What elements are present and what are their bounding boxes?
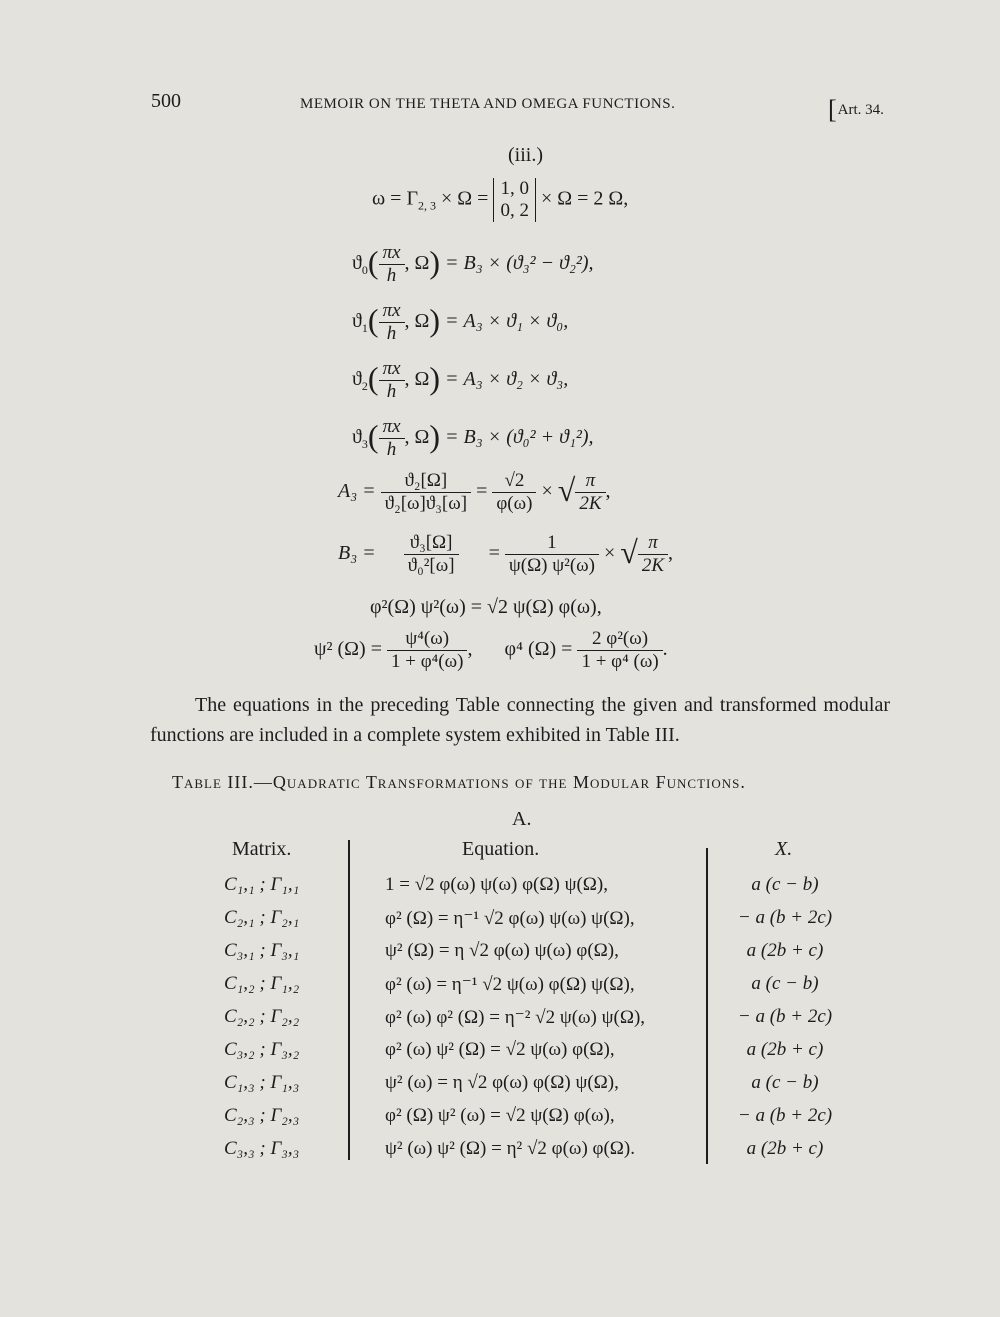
matrix-cell: C₁,₂ ; Γ₁,₂ — [224, 973, 300, 994]
article-label — [828, 95, 884, 125]
header-x: X. — [775, 838, 793, 860]
B3-label: B₃ = — [338, 542, 376, 565]
omega-lhs: ω = Γ — [372, 187, 419, 210]
equation-cell: φ² (Ω) = η⁻¹ √2 φ(ω) ψ(ω) ψ(Ω), — [385, 908, 635, 929]
equation-cell: ψ² (ω) ψ² (Ω) = η² √2 φ(ω) φ(Ω). — [385, 1138, 636, 1159]
table-row — [0, 973, 1000, 1006]
x-cell: − a (b + 2c) — [737, 907, 833, 928]
running-title: MEMOIR ON THE THETA AND OMEGA FUNCTIONS. — [300, 96, 676, 112]
omega-sub: 2, 3 — [418, 198, 437, 213]
matrix-cell: C₃,₂ ; Γ₃,₂ — [224, 1039, 300, 1060]
theta1-rhs: = A₃ × ϑ₁ × ϑ₀, — [445, 310, 569, 333]
matrix-cell: C₃,₃ ; Γ₃,₃ — [224, 1138, 300, 1159]
equation-cell: 1 = √2 φ(ω) ψ(ω) φ(Ω) ψ(Ω), — [385, 874, 608, 895]
x-cell: a (2b + c) — [746, 940, 824, 961]
matrix-cell: C₁,₃ ; Γ₁,₃ — [224, 1072, 300, 1093]
x-cell: a (c − b) — [751, 973, 819, 994]
article-text: Art. 34. — [837, 102, 884, 118]
equation-cell: φ² (Ω) ψ² (ω) = √2 ψ(Ω) φ(ω), — [385, 1105, 615, 1126]
page-number: 500 — [151, 90, 181, 112]
table-row — [0, 907, 1000, 940]
table-row — [0, 1105, 1000, 1138]
table-row — [0, 1006, 1000, 1039]
A3-equation: A₃ = $\frac{\text{ϑ₂[Ω]}}{\text{ϑ₂[ω]ϑ₃[ω]}}$ = $\frac{√2}{\varphi(\omega)}$ × √ $\frac{\pi}{2K}$ , — [338, 470, 611, 514]
theta2-rhs: = A₃ × ϑ₂ × ϑ₃, — [445, 368, 569, 391]
table-subtitle: A. — [512, 808, 532, 830]
matrix-cell: C₂,₂ ; Γ₂,₂ — [224, 1006, 300, 1027]
omega-equation — [372, 178, 628, 222]
A3-label: A₃ = — [338, 480, 376, 503]
omega-mid: × Ω = — [436, 187, 494, 210]
det-row-1: 1, 0 — [500, 178, 529, 199]
header-matrix: Matrix. — [232, 838, 292, 860]
table-row — [0, 1072, 1000, 1105]
phi-psi-equation: φ²(Ω) ψ²(ω) = √2 ψ(Ω) φ(ω), — [370, 596, 602, 618]
theta0-rhs: = B₃ × (ϑ₃² − ϑ₂²), — [445, 252, 594, 275]
equation-cell: φ² (ω) = η⁻¹ √2 ψ(ω) φ(Ω) ψ(Ω), — [385, 974, 635, 995]
psi2-lhs: ψ² (Ω) = — [314, 638, 382, 661]
phi4-lhs: φ⁴ (Ω) = — [504, 638, 573, 661]
theta2-equation: $ϑ_2$( $\frac{\pi x}{h}$ , Ω) = A₃ × ϑ₂ × ϑ₃, — [352, 358, 569, 402]
determinant — [493, 178, 536, 222]
x-cell: − a (b + 2c) — [737, 1105, 833, 1126]
x-cell: a (c − b) — [751, 1072, 819, 1093]
equation-cell: ψ² (Ω) = η √2 φ(ω) ψ(ω) φ(Ω), — [385, 940, 619, 961]
x-cell: a (2b + c) — [746, 1039, 824, 1060]
table-row — [0, 940, 1000, 973]
x-cell: a (2b + c) — [746, 1138, 824, 1159]
theta3-rhs: = B₃ × (ϑ₀² + ϑ₁²), — [445, 426, 594, 449]
matrix-cell: C₂,₁ ; Γ₂,₁ — [224, 907, 300, 928]
body-paragraph: The equations in the preceding Table connecting the given and transformed modular functions are included in a complete system exhibited in Table III. — [150, 694, 890, 746]
theta3-equation: $ϑ_3$( $\frac{\pi x}{h}$ , Ω) = B₃ × (ϑ₀² + ϑ₁²), — [352, 416, 594, 460]
B3-equation: B₃ = $\frac{\text{ϑ₃[Ω]}}{\text{ϑ₀²[ω]}}$ = $\frac{1}{\text{ψ(Ω) ψ²(ω)}}$ × √ $\frac{\pi}{2K}$ , — [338, 532, 674, 576]
psi2-phi4-equation: ψ² (Ω) = $\frac{\text{ψ⁴(ω)}}{\text{1 + φ⁴(ω)}}$ , φ⁴ (Ω) = $\frac{\text{2 φ²(ω)}}{\text{1 + φ⁴ (ω)}}$ . — [314, 628, 668, 672]
theta1-equation: $ϑ_1$( $\frac{\pi x}{h}$ , Ω) = A₃ × ϑ₁ × ϑ₀, — [352, 300, 569, 344]
equation-cell: φ² (ω) φ² (Ω) = η⁻² √2 ψ(ω) ψ(Ω), — [385, 1007, 646, 1028]
det-row-2: 0, 2 — [500, 200, 529, 221]
matrix-cell: C₂,₃ ; Γ₂,₃ — [224, 1105, 300, 1126]
matrix-cell: C₁,₁ ; Γ₁,₁ — [224, 874, 300, 895]
table-row — [0, 1138, 1000, 1171]
theta0-equation: $ϑ_0$( $\frac{\pi x}{h}$ , Ω) = B₃ × (ϑ₃² − ϑ₂²), — [352, 242, 594, 286]
equation-cell: φ² (ω) ψ² (Ω) = √2 ψ(ω) φ(Ω), — [385, 1039, 615, 1060]
section-label: (iii.) — [508, 144, 543, 166]
omega-rhs: × Ω = 2 Ω, — [535, 187, 629, 210]
equation-cell: ψ² (ω) = η √2 φ(ω) φ(Ω) ψ(Ω), — [385, 1072, 619, 1093]
x-cell: a (c − b) — [751, 874, 819, 895]
matrix-cell: C₃,₁ ; Γ₃,₁ — [224, 940, 300, 961]
open-bracket: [ — [828, 95, 837, 124]
x-cell: − a (b + 2c) — [737, 1006, 833, 1027]
table-row — [0, 874, 1000, 907]
table-row — [0, 1039, 1000, 1072]
table-title: Table III.—Quadratic Transformations of the Modular Functions. — [172, 772, 746, 792]
header-equation: Equation. — [462, 838, 540, 860]
